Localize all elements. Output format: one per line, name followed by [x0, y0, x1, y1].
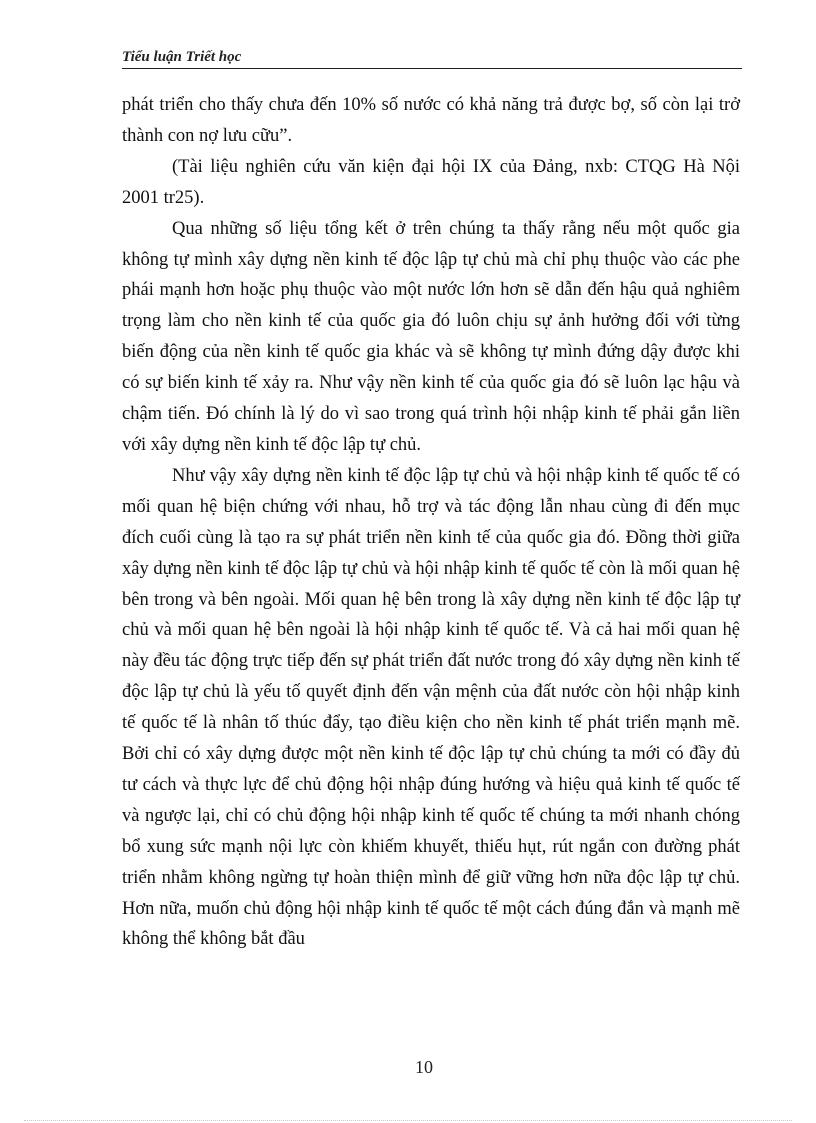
document-body — [122, 90, 740, 955]
document-title: Tiểu luận Triết học — [122, 49, 242, 65]
paragraph-summary: Qua những số liệu tổng kết ở trên chúng ta thấy rằng nếu một quốc gia không tự mình xây dựng nền kinh tế độc lập tự chủ mà chỉ phụ thuộc vào các phe phái mạnh hơn hoặc phụ thuộc vào một nước lớn hơn sẽ dẫn đến hậu quả nghiêm trọng làm cho nền kinh tế của quốc gia đó luôn chịu sự ảnh hưởng đối với từng biến động của nền kinh tế quốc gia khác và sẽ không tự mình đứng dậy được khi có sự biến kinh tế xảy ra. Như vậy nền kinh tế của quốc gia đó sẽ luôn lạc hậu và chậm tiến. Đó chính là lý do vì sao trong quá trình hội nhập kinh tế phải gắn liền với xây dựng nền kinh tế độc lập tự chủ. — [122, 218, 740, 455]
page-header — [122, 48, 742, 69]
page-bottom-border — [24, 1120, 792, 1121]
page-number — [0, 1056, 816, 1078]
paragraph-relationship: Như vậy xây dựng nền kinh tế độc lập tự chủ và hội nhập kinh tế quốc tế có mối quan hệ biện chứng với nhau, hỗ trợ và tác động lẫn nhau cùng đi đến mục đích cuối cùng là tạo ra sự phát triển nền kinh tế của quốc gia đó. Đồng thời giữa xây dựng nền kinh tế độc lập tự chủ và hội nhập kinh tế quốc tế còn là mối quan hệ bên trong và bên ngoài. Mối quan hệ bên trong là xây dựng nền kinh tế độc lập tự chủ và mối quan hệ bên ngoài là hội nhập kinh tế quốc tế. Và cả hai mối quan hệ này đều tác động trực tiếp đến sự phát triển đất nước trong đó xây dựng nền kinh tế độc lập tự chủ là yếu tố quyết định đến vận mệnh của đất nước còn hội nhập kinh tế quốc tế là nhân tố thúc đẩy, tạo điều kiện cho nền kinh tế phát triển mạnh mẽ. Bởi chỉ có xây dựng được một nền kinh tế độc lập tự chủ chúng ta mới có đầy đủ tư cách và thực lực để chủ động hội nhập đúng hướng và hiệu quả kinh tế quốc tế và ngược lại, chỉ có chủ động hội nhập kinh tế quốc tế chúng ta mới nhanh chóng bổ xung sức mạnh nội lực còn khiếm khuyết, thiếu hụt, rút ngắn con đường phát triển nhằm không ngừng tự hoàn thiện mình để giữ vững hơn nữa độc lập tự chủ. Hơn nữa, muốn chủ động hội nhập kinh tế quốc tế một cách đúng đắn và mạnh mẽ không thể không bắt đầu — [122, 465, 740, 950]
paragraph-citation: (Tài liệu nghiên cứu văn kiện đại hội IX của Đảng, nxb: CTQG Hà Nội 2001 tr25). — [122, 156, 740, 208]
paragraph-continuation: phát triển cho thấy chưa đến 10% số nước có khả năng trả được bợ, số còn lại trở thành con nợ lưu cữu”. — [122, 95, 740, 146]
page-number-text: 10 — [415, 1057, 433, 1077]
